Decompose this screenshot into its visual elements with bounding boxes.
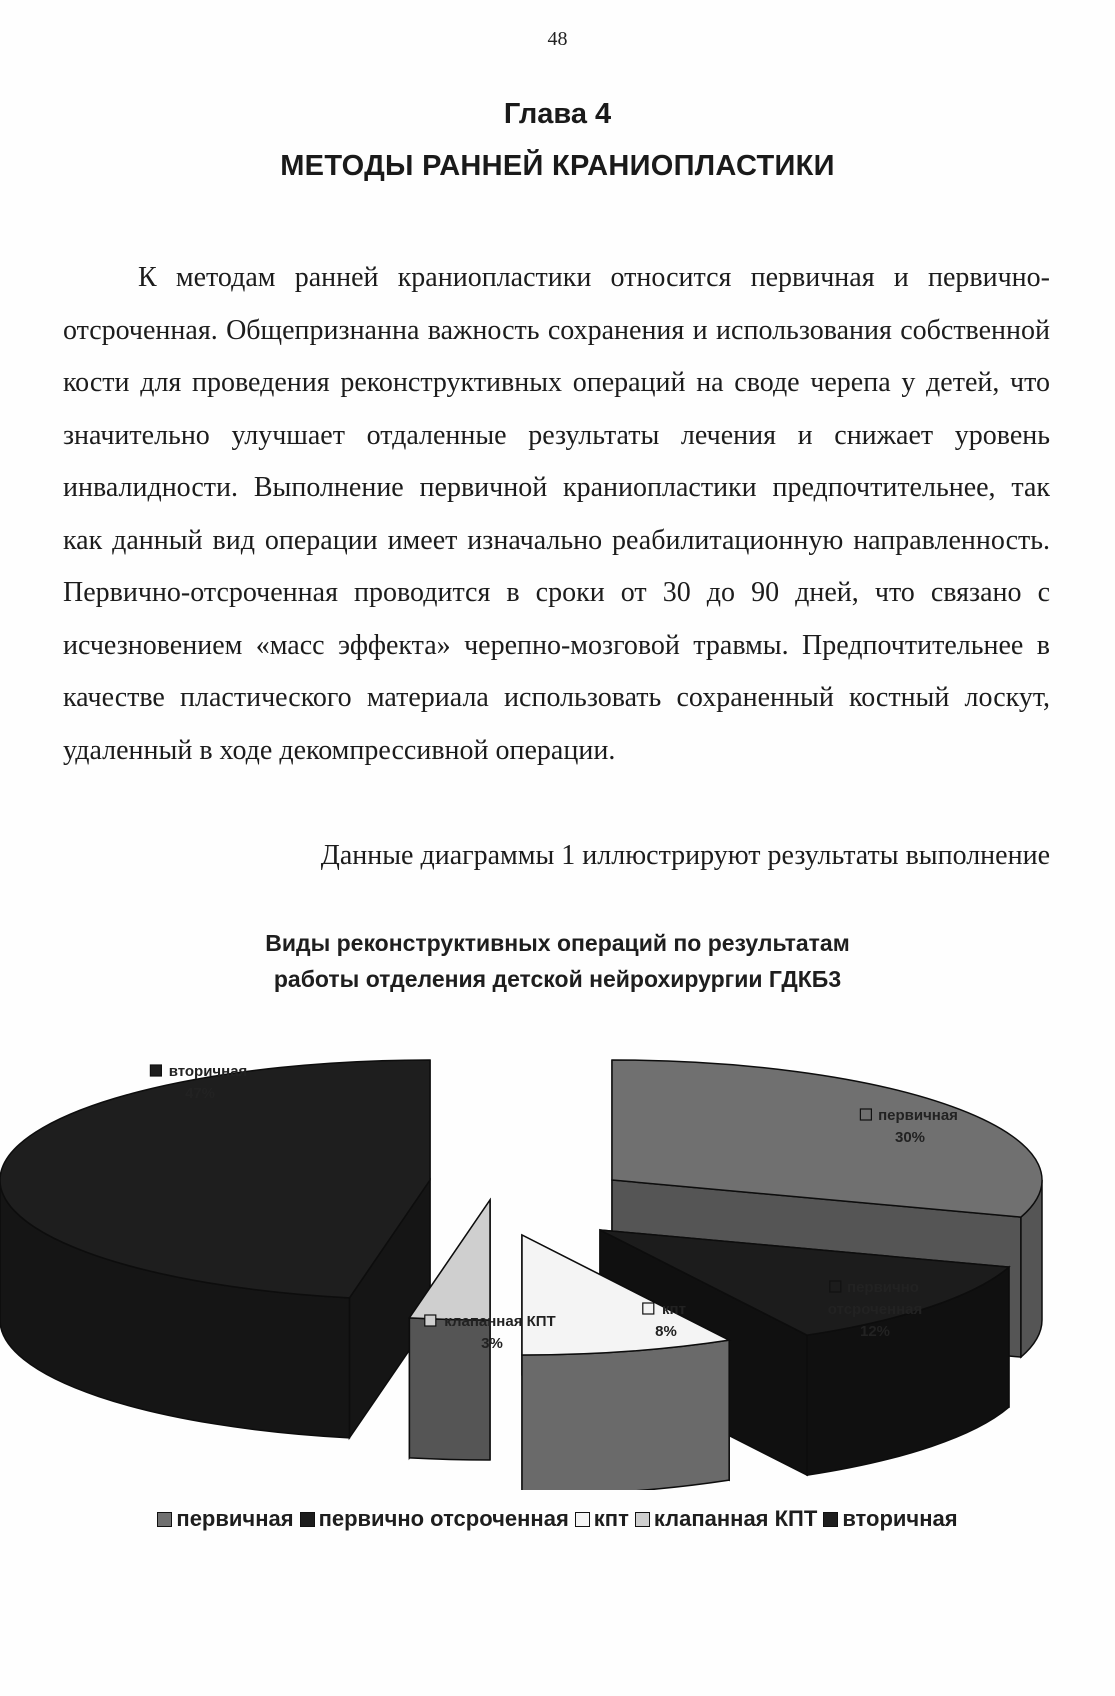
pie-label-swatch <box>643 1303 654 1314</box>
legend-item <box>575 1506 629 1532</box>
chart-title <box>150 925 965 997</box>
pie-label-name: кпт <box>662 1301 686 1318</box>
pie-label-value: 12% <box>859 1323 891 1340</box>
page-number: 48 <box>547 28 568 50</box>
chart-title-line-1: Виды реконструктивных операций по результатам <box>265 930 850 956</box>
pie-label-swatch <box>425 1315 436 1326</box>
chart-legend <box>0 1506 1115 1532</box>
pie-label-swatch <box>860 1109 871 1120</box>
pie-label-name: первичная <box>878 1107 958 1124</box>
legend-label: первично отсроченная <box>318 1506 569 1531</box>
legend-swatch <box>157 1512 172 1527</box>
pie-label-swatch <box>830 1281 841 1292</box>
body-paragraph-continued: Данные диаграммы 1 иллюстрируют результаты выполнение <box>320 840 1050 871</box>
pie-label-name: отсроченная <box>827 1301 923 1318</box>
pie-label-swatch <box>150 1065 161 1076</box>
pie-label-name: вторичная <box>168 1063 248 1080</box>
legend-swatch <box>823 1512 838 1527</box>
legend-label: клапанная КПТ <box>653 1506 818 1531</box>
pie-label-name: клапанная КПТ <box>444 1313 556 1330</box>
legend-label: вторичная <box>842 1506 958 1531</box>
body-paragraph: К методам ранней краниопластики относится первичная и первично-отсроченная. Общепризнанна важность сохранения и использования собственной кости для проведения реконструктивных операций на своде черепа у детей, что значительно улучшает отдаленные результаты лечения и снижает уровень инвалидности. Выполнение первичной краниопластики предпочтительнее, так как данный вид операции имеет изначально реабилитационную направленность. Первично-отсроченная проводится в сроки от 30 до 90 дней, что связано с исчезновением «масс эффекта» черепно-мозговой травмы. Предпочтительнее в качестве пластического материала использовать сохраненный костный лоскут, удаленный в ходе декомпрессивной операции. <box>63 262 1050 766</box>
legend-label: кпт <box>593 1506 629 1531</box>
legend-item <box>635 1506 817 1532</box>
pie-label-value: 8% <box>655 1323 677 1340</box>
pie-slice-outer-wall <box>522 1340 729 1490</box>
legend-swatch <box>300 1512 315 1527</box>
pie-label-name: первично <box>847 1279 919 1296</box>
legend-swatch <box>635 1512 650 1527</box>
pie-label-value: 30% <box>894 1129 926 1146</box>
legend-label: первичная <box>176 1506 294 1531</box>
pie-slice <box>0 1060 430 1438</box>
pie-slice-outer-wall <box>409 1318 490 1460</box>
pie-label-value: 3% <box>481 1335 503 1352</box>
chart-title-line-2: работы отделения детской нейрохирургии ГДКБ3 <box>273 966 842 992</box>
chapter-title: МЕТОДЫ РАННЕЙ КРАНИОПЛАСТИКИ <box>280 150 835 182</box>
legend-item <box>823 1506 957 1532</box>
legend-swatch <box>575 1512 590 1527</box>
pie-chart <box>0 1040 1115 1490</box>
legend-item <box>300 1506 569 1532</box>
chapter-heading: Глава 4 <box>503 98 612 130</box>
pie-label-value: 47% <box>184 1085 216 1102</box>
legend-item <box>157 1506 293 1532</box>
